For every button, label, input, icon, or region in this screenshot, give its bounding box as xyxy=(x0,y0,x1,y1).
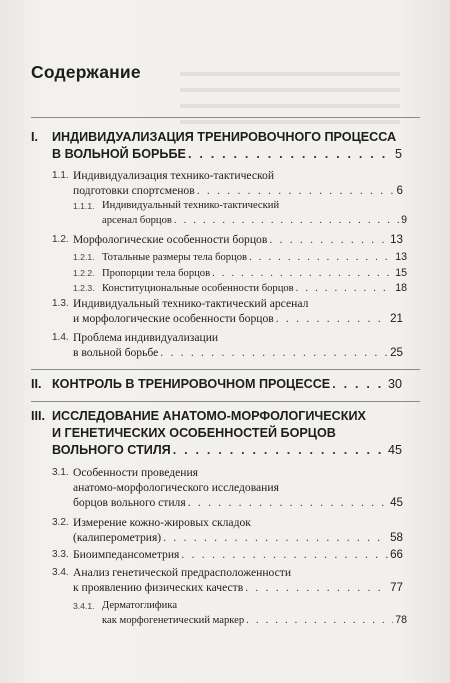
toc-section[interactable]: Биоимпедансометрия . . . 66 xyxy=(73,547,403,562)
bleed-through-text xyxy=(180,60,400,140)
page-number: 5 xyxy=(394,147,402,161)
section-number: 3.1. xyxy=(52,467,69,478)
divider xyxy=(31,117,420,118)
page-number: 58 xyxy=(390,531,403,544)
divider xyxy=(31,401,420,402)
section-number: 1.2. xyxy=(52,234,69,245)
toc-subsection[interactable]: Конституциональные особенности борцов . . . 18 xyxy=(102,281,407,296)
toc-chapter[interactable]: ИССЛЕДОВАНИЕ АНАТОМО-МОРФОЛОГИЧЕСКИХ И ГЕНЕТИЧЕСКИХ ОСОБЕННОСТЕЙ БОРЦОВ ВОЛЬНОГО СТИЛЯ . . . 45 xyxy=(52,408,402,459)
toc-subsection[interactable]: Тотальные размеры тела борцов . . . 13 xyxy=(102,250,407,265)
toc-section[interactable]: Индивидуализация технико-тактической подготовки спортсменов . . . 6 xyxy=(73,168,403,198)
toc-subsection[interactable]: Пропорции тела борцов . . . 15 xyxy=(102,266,407,281)
toc-subsection[interactable]: Дерматоглифика как морфогенетический маркер . . . 78 xyxy=(102,599,407,628)
page-number: 9 xyxy=(401,214,407,226)
toc-chapter[interactable]: ИНДИВИДУАЛИЗАЦИЯ ТРЕНИРОВОЧНОГО ПРОЦЕССА В ВОЛЬНОЙ БОРЬБЕ . . . 5 xyxy=(52,129,402,163)
page-number: 45 xyxy=(390,496,403,509)
section-number: 1.1. xyxy=(52,170,69,181)
subsection-number: 1.1.1. xyxy=(73,201,95,211)
page-number: 13 xyxy=(390,233,403,246)
page-number: 25 xyxy=(390,346,403,359)
page-number: 21 xyxy=(390,312,403,325)
chapter-number: III. xyxy=(31,409,45,423)
subsection-number: 1.2.2. xyxy=(73,268,95,278)
section-number: 3.4. xyxy=(52,567,69,578)
section-number: 1.4. xyxy=(52,332,69,343)
page-number: 78 xyxy=(395,614,407,626)
page-number: 15 xyxy=(395,267,407,279)
subsection-number: 1.2.3. xyxy=(73,283,95,293)
chapter-number: II. xyxy=(31,377,42,391)
page-number: 13 xyxy=(395,251,407,263)
toc-section[interactable]: Анализ генетической предрасположенности к проявлению физических качеств . . . 77 xyxy=(73,565,403,595)
section-number: 3.3. xyxy=(52,549,69,560)
page-number: 66 xyxy=(390,548,403,561)
toc-section[interactable]: Особенности проведения анатомо-морфологического исследования борцов вольного стиля . . . 45 xyxy=(73,465,403,510)
toc-section[interactable]: Проблема индивидуализации в вольной борьбе . . . 25 xyxy=(73,330,403,360)
subsection-number: 3.4.1. xyxy=(73,601,95,611)
toc-section[interactable]: Индивидуальный технико-тактический арсенал и морфологические особенности борцов . . . 21 xyxy=(73,296,403,326)
page-number: 6 xyxy=(396,184,403,197)
toc-chapter[interactable]: КОНТРОЛЬ В ТРЕНИРОВОЧНОМ ПРОЦЕССЕ . . . 30 xyxy=(52,376,402,393)
toc-section[interactable]: Измерение кожно-жировых складок (калиперометрия) . . . 58 xyxy=(73,515,403,545)
subsection-number: 1.2.1. xyxy=(73,252,95,262)
page-number: 30 xyxy=(387,377,402,391)
chapter-number: I. xyxy=(31,130,38,144)
page-title: Содержание xyxy=(31,62,141,82)
toc-section[interactable]: Морфологические особенности борцов . . . 13 xyxy=(73,232,403,247)
page-number: 45 xyxy=(387,443,402,457)
page-number: 18 xyxy=(395,282,407,294)
section-number: 3.2. xyxy=(52,517,69,528)
toc-subsection[interactable]: Индивидуальный технико-тактический арсенал борцов . . . 9 xyxy=(102,199,407,228)
page-number: 77 xyxy=(390,581,403,594)
divider xyxy=(31,369,420,370)
section-number: 1.3. xyxy=(52,298,69,309)
